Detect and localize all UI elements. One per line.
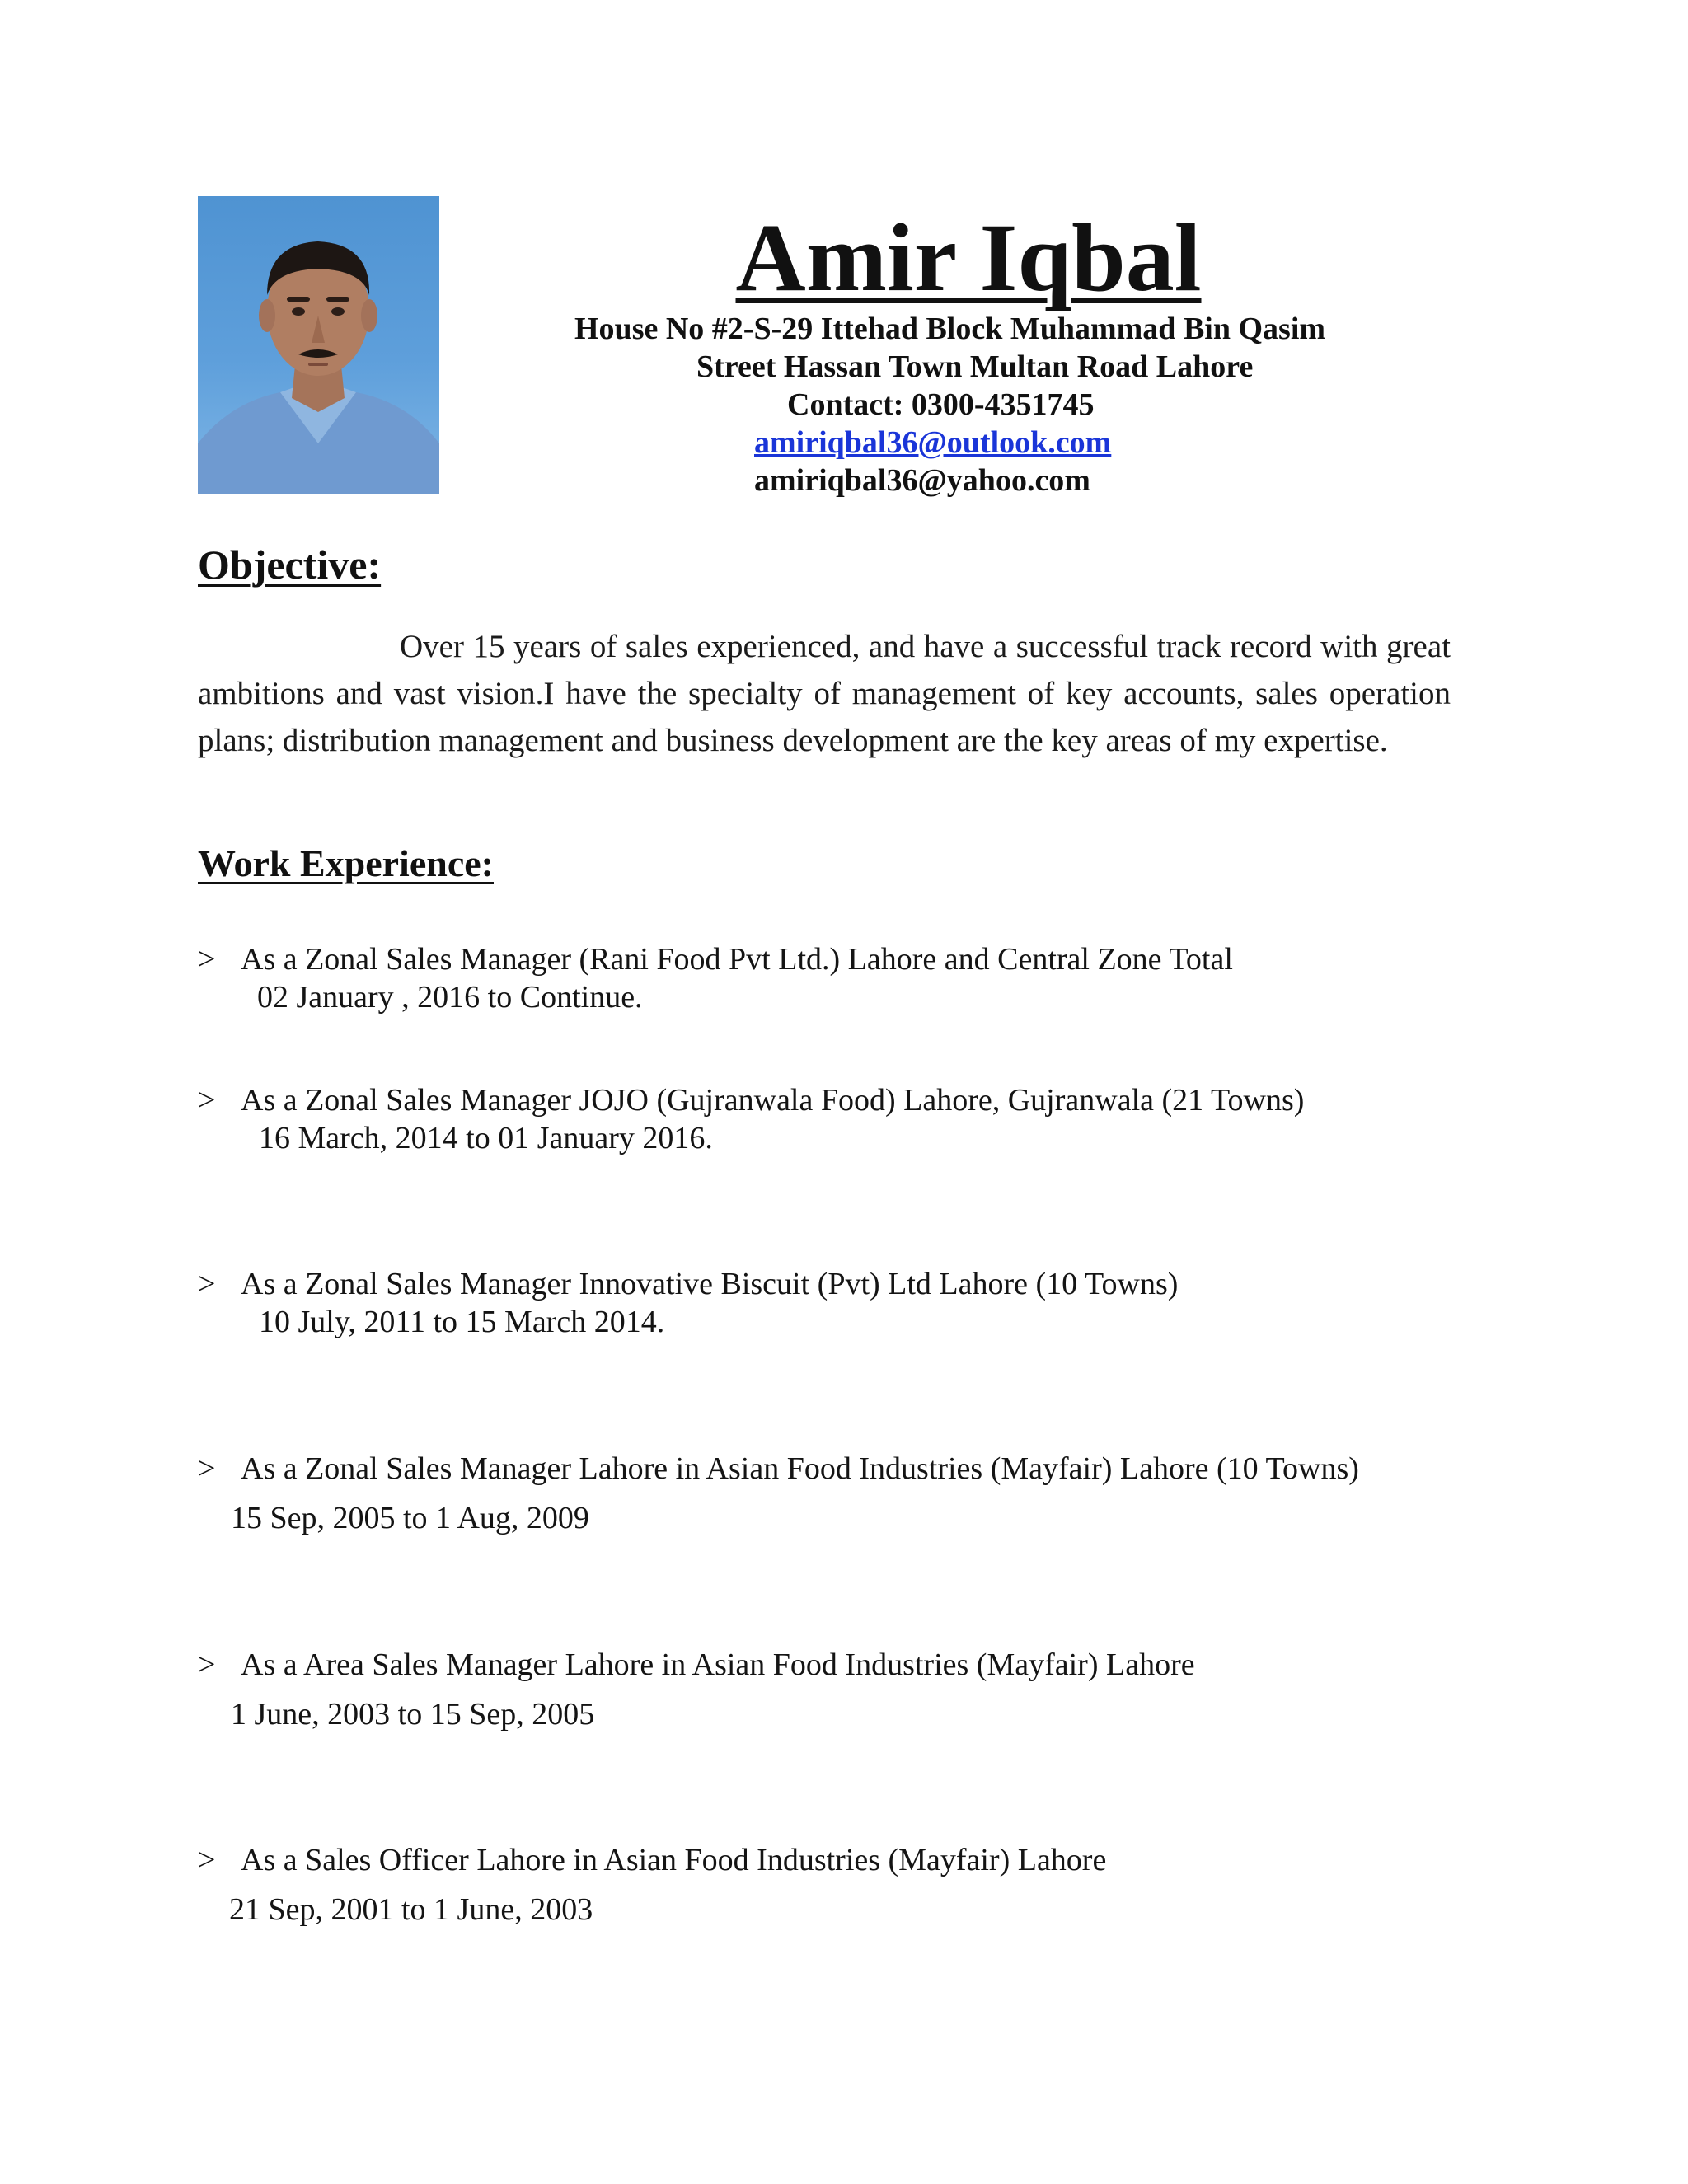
job-dates: 16 March, 2014 to 01 January 2016. [259,1121,713,1155]
portrait-illustration [198,196,439,494]
address-line-1: House No #2-S-29 Ittehad Block Muhammad Bin Qasim [574,312,1326,346]
email-yahoo: amiriqbal36@yahoo.com [754,463,1090,498]
bullet-arrow: > [198,1647,216,1682]
candidate-name: Amir Iqbal [735,204,1202,312]
bullet-arrow: > [198,1083,216,1118]
bullet-arrow: > [198,1843,216,1877]
work-experience-heading: Work Experience: [198,842,494,884]
objective-heading: Objective: [198,541,382,588]
job-title-line [198,1842,1106,1878]
bullet-arrow: > [198,1451,216,1486]
job-title: As a Zonal Sales Manager (Rani Food Pvt Ltd.) Lahore and Central Zone Total [241,942,1233,977]
contact-phone: Contact: 0300-4351745 [787,387,1095,422]
job-title-line [198,1451,1359,1487]
job-dates: 1 June, 2003 to 15 Sep, 2005 [231,1697,595,1732]
address-line-2: Street Hassan Town Multan Road Lahore [696,349,1254,384]
job-dates: 21 Sep, 2001 to 1 June, 2003 [229,1892,593,1927]
job-dates: 15 Sep, 2005 to 1 Aug, 2009 [231,1501,589,1535]
job-title: As a Zonal Sales Manager Lahore in Asian Food Industries (Mayfair) Lahore (10 Towns) [241,1451,1359,1486]
job-dates: 10 July, 2011 to 15 March 2014. [259,1305,665,1339]
job-dates: 02 January , 2016 to Continue. [257,980,643,1015]
job-title-line [198,1082,1304,1118]
profile-photo [198,196,439,494]
job-title: As a Area Sales Manager Lahore in Asian Food Industries (Mayfair) Lahore [241,1647,1195,1682]
email-outlook-link[interactable]: amiriqbal36@outlook.com [754,425,1112,460]
job-title: As a Zonal Sales Manager JOJO (Gujranwala Food) Lahore, Gujranwala (21 Towns) [241,1083,1305,1118]
bullet-arrow: > [198,942,216,977]
job-title-line [198,941,1233,977]
objective-text: Over 15 years of sales experienced, and have a successful track record with great ambitions and vast vision.I have the specialty of management of key accounts, sales operation plans; distribution management and business development are the key areas of my expertise. [198,629,1451,758]
job-title: As a Sales Officer Lahore in Asian Food Industries (Mayfair) Lahore [241,1843,1107,1877]
job-title-line [198,1266,1178,1302]
job-title-line [198,1647,1195,1683]
job-title: As a Zonal Sales Manager Innovative Biscuit (Pvt) Ltd Lahore (10 Towns) [241,1267,1179,1301]
bullet-arrow: > [198,1267,216,1301]
